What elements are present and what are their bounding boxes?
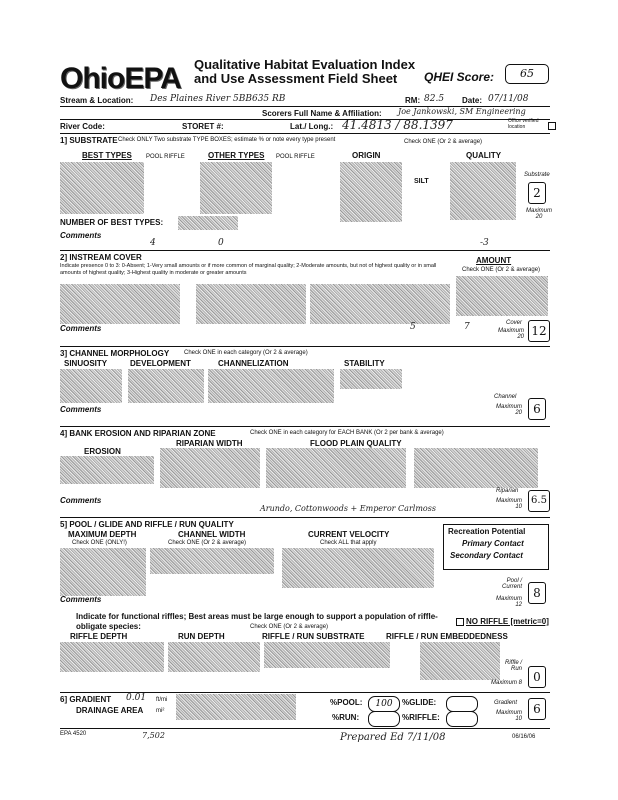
riffle-maximum: Maximum 8 <box>490 680 522 686</box>
flood-plain-options-left <box>266 448 406 488</box>
channelization-heading: CHANNELIZATION <box>218 359 289 368</box>
functional-riffles-note: Indicate for functional riffles; Best areas must be large enough to support a population of riffle-obligate species: <box>76 612 438 631</box>
cover-metric-label: Cover <box>506 320 523 326</box>
current-velocity-options <box>282 548 434 588</box>
pool-riffle-heading-2: POOL RIFFLE <box>276 154 315 160</box>
channel-maximum: Maximum 20 <box>495 404 522 416</box>
divider <box>60 346 550 347</box>
number-best-types-options <box>178 216 238 230</box>
rm-value: 82.5 <box>424 94 445 104</box>
substrate-note: Check ONLY Two substrate TYPE BOXES; estimate % or note every type present <box>118 137 336 143</box>
other-types-heading: OTHER TYPES <box>208 151 265 160</box>
run-depth-heading: RUN DEPTH <box>178 632 225 641</box>
origin-quality-note: Check ONE (Or 2 & average) <box>404 139 483 145</box>
title-line-2: and Use Assessment Field Sheet <box>194 71 398 86</box>
gradient-metric-label: Gradient <box>494 700 518 706</box>
sinuosity-heading: SINUOSITY <box>64 359 108 368</box>
recreation-potential-box <box>443 524 549 570</box>
cover-types-middle <box>196 284 306 324</box>
amount-note: Check ONE (Or 2 & average) <box>462 267 541 273</box>
channel-metric-label: Channel <box>494 394 517 400</box>
form-revision-date: 06/16/06 <box>512 734 536 740</box>
glide-percent-value <box>446 696 478 712</box>
channel-score: 6 <box>528 398 546 420</box>
riffle-run-substrate-options <box>264 642 390 668</box>
run-depth-options <box>168 642 260 672</box>
run-percent-label: %RUN: <box>332 713 360 722</box>
best-types-list <box>60 162 144 214</box>
office-verified-label: Office verified location <box>508 118 539 130</box>
stability-options <box>340 369 402 389</box>
riffle-percent-label: %RIFFLE: <box>402 713 440 722</box>
date-label: Date: <box>462 96 483 105</box>
max-depth-options <box>60 548 146 596</box>
scorer-label: Scorers Full Name & Affiliation: <box>262 109 382 118</box>
pool-riffle-heading: POOL RIFFLE <box>146 154 185 160</box>
scorer-value: Joe Jankowski, SM Engineering <box>398 107 526 116</box>
section-bank-title: 4] BANK EROSION AND RIPARIAN ZONE <box>60 429 216 438</box>
origin-heading: ORIGIN <box>352 151 381 160</box>
development-options <box>128 369 204 403</box>
riparian-metric-label: Riparian <box>496 488 519 494</box>
title-line-1: Qualitative Habitat Evaluation Index <box>194 57 416 72</box>
gradient-score: 6 <box>528 698 546 720</box>
pool-maximum: Maximum 12 <box>495 596 522 608</box>
form-title <box>194 58 415 86</box>
channel-comments-label: Comments <box>60 405 102 414</box>
primary-contact-label: Primary Contact <box>462 539 524 548</box>
amount-options <box>456 276 548 316</box>
stream-location-label: Stream & Location: <box>60 96 134 105</box>
substrate-count-3: -3 <box>480 238 489 248</box>
flood-plain-heading: FLOOD PLAIN QUALITY <box>310 439 402 448</box>
sinuosity-options <box>60 369 122 403</box>
riffle-run-embeddedness-heading: RIFFLE / RUN EMBEDDEDNESS <box>386 632 508 641</box>
erosion-options <box>60 456 154 484</box>
channel-width-options <box>150 548 274 574</box>
other-types-list <box>200 162 272 214</box>
stability-heading: STABILITY <box>344 359 385 368</box>
channelization-options <box>208 369 334 403</box>
best-types-heading: BEST TYPES <box>82 151 132 160</box>
cover-count-1: 5 <box>410 322 416 332</box>
silt-label: SILT <box>414 178 429 185</box>
ohio-epa-logo: OhioEPA <box>60 62 181 95</box>
channel-width-heading: CHANNEL WIDTH <box>178 530 246 539</box>
cover-maximum: Maximum 20 <box>497 328 524 340</box>
cover-types-left <box>60 284 180 324</box>
section-pool-title: 5] POOL / GLIDE AND RIFFLE / RUN QUALITY <box>60 520 234 529</box>
pool-percent-value: 100 <box>368 696 400 712</box>
cover-score: 12 <box>528 320 550 342</box>
section-substrate-title: 1] SUBSTRATE <box>60 136 118 145</box>
latlong-value: 41.4813 / 88.1397 <box>342 118 453 132</box>
divider <box>60 517 550 518</box>
bank-comment-value: Arundo, Cottonwoods + Emperor Carlmoss <box>260 504 436 513</box>
riffle-depth-options <box>60 642 164 672</box>
gradient-unit: ft/mi <box>156 697 168 703</box>
development-heading: DEVELOPMENT <box>130 359 191 368</box>
cover-types-right <box>310 284 450 324</box>
latlong-label: Lat./ Long.: <box>290 122 334 131</box>
pool-comments-label: Comments <box>60 595 102 604</box>
divider <box>60 133 550 134</box>
erosion-heading: EROSION <box>84 447 121 456</box>
gradient-maximum: Maximum 10 <box>495 710 522 722</box>
drainage-area-label: DRAINAGE AREA <box>76 706 144 715</box>
riparian-score: 6.5 <box>528 490 550 512</box>
secondary-contact-label: Secondary Contact <box>450 551 523 560</box>
prepared-signature: Prepared Ed 7/11/08 <box>340 732 446 743</box>
riparian-maximum: Maximum 10 <box>495 498 522 510</box>
substrate-maximum: Maximum 20 <box>525 208 552 220</box>
run-percent-value <box>368 711 400 727</box>
functional-riffles-note-2: Check ONE (Or 2 & average) <box>250 624 329 630</box>
channel-width-note: Check ONE (Or 2 & average) <box>168 540 247 546</box>
current-velocity-heading: CURRENT VELOCITY <box>308 530 390 539</box>
divider <box>60 250 550 251</box>
rm-label: RM: <box>405 96 421 105</box>
qhei-score-value: 65 <box>505 64 549 84</box>
origin-list <box>340 162 402 222</box>
drainage-area-unit: mi² <box>156 708 165 714</box>
divider <box>60 728 550 729</box>
riparian-width-options <box>160 448 260 488</box>
divider <box>60 119 550 120</box>
quality-list <box>450 162 516 220</box>
section-cover-title: 2] INSTREAM COVER <box>60 253 142 262</box>
gradient-value: 0.01 <box>126 693 147 703</box>
riffle-run-label: Riffle / Run <box>504 660 522 672</box>
riffle-run-embeddedness-options <box>420 642 500 680</box>
max-depth-heading: MAXIMUM DEPTH <box>68 530 137 539</box>
river-code-label: River Code: <box>60 122 105 131</box>
no-riffle-label: NO RIFFLE [metric=0] <box>466 617 549 626</box>
section-channel-title: 3] CHANNEL MORPHOLOGY <box>60 349 170 358</box>
qhei-score-label: QHEI Score: <box>424 70 495 84</box>
cover-note: Indicate presence 0 to 3: 0-Absent; 1-Very small amounts or if more common of marginal quality; 2-Moderate amounts, but not of highest quality or in small amounts of highest quality; 3-Highest quality in moderate or greater amounts <box>60 263 437 276</box>
riffle-depth-heading: RIFFLE DEPTH <box>70 632 128 641</box>
pool-current-label: Pool / Current <box>501 578 522 590</box>
pool-score: 8 <box>528 582 546 604</box>
drainage-area-handwritten: 7,502 <box>142 731 165 740</box>
riparian-width-heading: RIPARIAN WIDTH <box>176 439 243 448</box>
substrate-metric-label: Substrate <box>524 172 550 178</box>
current-velocity-note: Check ALL that apply <box>320 540 377 546</box>
gradient-options <box>176 694 296 720</box>
cover-count-2: 7 <box>464 322 470 332</box>
office-verified-checkbox[interactable] <box>548 122 556 130</box>
max-depth-note: Check ONE (ONLY!) <box>72 540 127 546</box>
substrate-count-2: 0 <box>218 238 224 248</box>
channel-note: Check ONE in each category (Or 2 & average) <box>184 350 308 356</box>
section-gradient-title: 6] GRADIENT <box>60 695 112 704</box>
substrate-comments-label: Comments <box>60 231 102 240</box>
bank-comments-label: Comments <box>60 496 102 505</box>
pool-percent-label: %POOL: <box>330 698 363 707</box>
quality-heading: QUALITY <box>466 151 502 160</box>
substrate-score: 2 <box>528 182 546 204</box>
riffle-percent-value <box>446 711 478 727</box>
stream-location-value: Des Plaines River 5BB635 RB <box>150 94 286 104</box>
substrate-count-1: 4 <box>150 238 156 248</box>
form-id: EPA 4520 <box>60 731 87 737</box>
riffle-run-substrate-heading: RIFFLE / RUN SUBSTRATE <box>262 632 365 641</box>
no-riffle-checkbox[interactable] <box>456 618 464 626</box>
divider <box>60 426 550 427</box>
riffle-score: 0 <box>528 666 546 688</box>
number-best-types-label: NUMBER OF BEST TYPES: <box>60 218 164 227</box>
bank-note: Check ONE in each category for EACH BANK (Or 2 per bank & average) <box>250 430 444 436</box>
cover-comments-label: Comments <box>60 324 102 333</box>
flood-plain-options-right <box>414 448 538 488</box>
recreation-potential-heading: Recreation Potential <box>448 527 526 536</box>
amount-heading: AMOUNT <box>476 256 512 265</box>
date-value: 07/11/08 <box>488 94 529 104</box>
glide-percent-label: %GLIDE: <box>402 698 437 707</box>
storet-label: STORET #: <box>182 122 224 131</box>
